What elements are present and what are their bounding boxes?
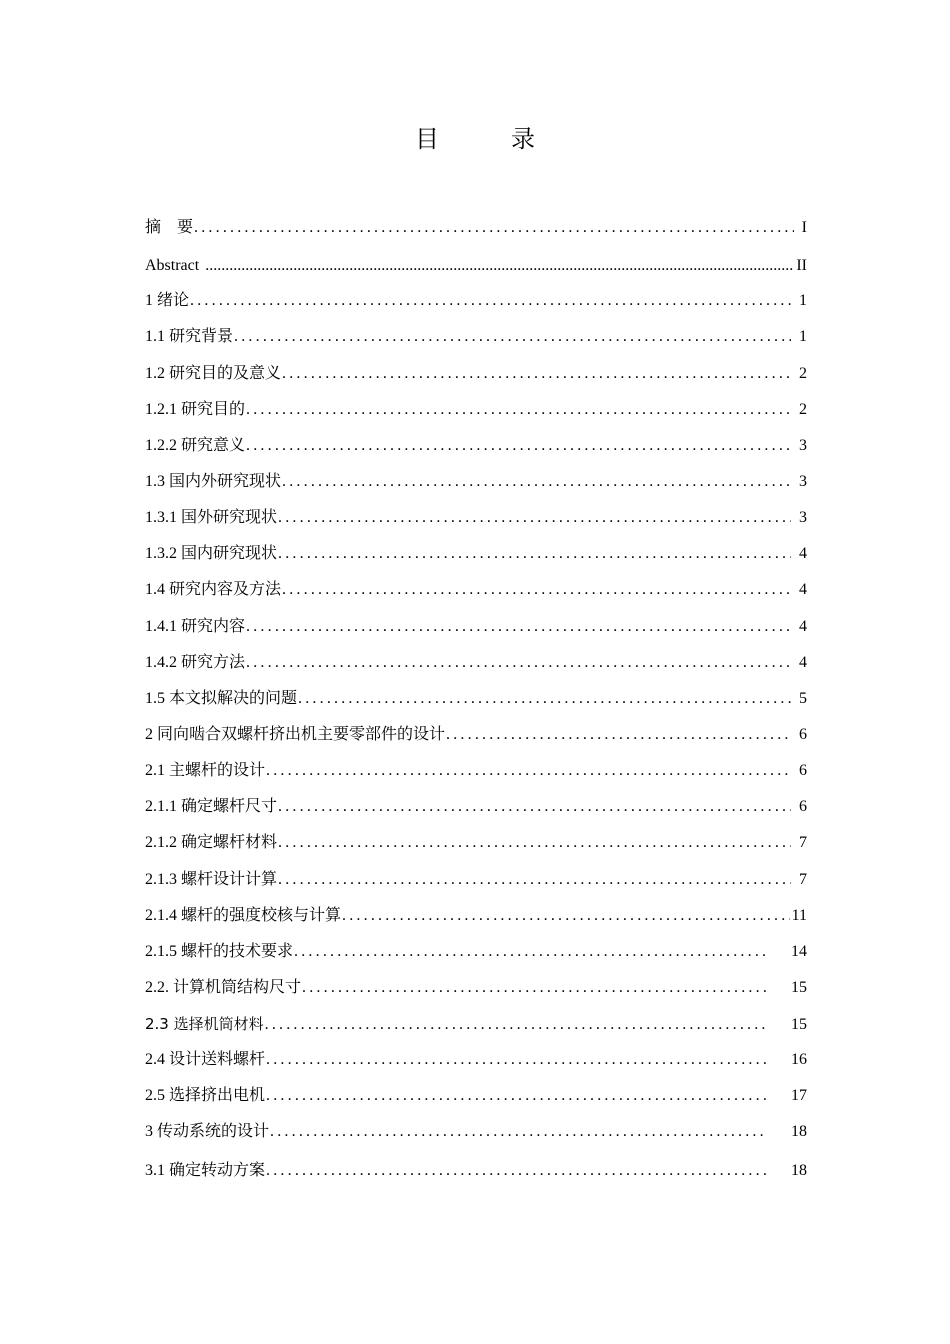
toc-entry-page: 3 (799, 509, 807, 526)
toc-entry-page: 1 (799, 292, 807, 309)
toc-entry-page: 7 (799, 871, 807, 888)
toc-entry[interactable] (145, 325, 807, 349)
toc-entry[interactable] (145, 904, 807, 928)
toc-leader-dots (266, 759, 791, 783)
toc-entry[interactable] (145, 976, 807, 1000)
toc-entry[interactable] (145, 651, 807, 675)
toc-leader-dots (270, 1120, 767, 1144)
toc-entry[interactable] (145, 1048, 807, 1072)
toc-entry[interactable] (145, 868, 807, 892)
toc-leader-dots (246, 398, 791, 422)
toc-entry-page: 2 (799, 365, 807, 382)
toc-entry-page: 5 (799, 690, 807, 707)
toc-leader-dots (246, 434, 791, 458)
toc-entry-page: 3 (799, 473, 807, 490)
toc-entry[interactable] (145, 940, 807, 964)
toc-entry[interactable] (145, 216, 807, 240)
toc-entry-page: 15 (791, 979, 807, 996)
toc-entry-label: 2.1.5 螺杆的技术要求 (145, 943, 294, 960)
toc-leader-dots (282, 362, 791, 386)
toc-entry-label: 1.3.2 国内研究现状 (145, 545, 278, 562)
toc-entry[interactable] (145, 506, 807, 530)
toc-leader-dots (265, 1013, 767, 1037)
toc-entry-label: Abstract (145, 257, 200, 274)
toc-entry-label: 2.1.4 螺杆的强度校核与计算 (145, 907, 342, 924)
toc-entry-label: 1.1 研究背景 (145, 328, 234, 345)
toc-entry-label: 3.1 确定转动方案 (145, 1162, 266, 1179)
toc-entry-page: II (796, 257, 807, 274)
toc-entry-page: 18 (791, 1123, 807, 1140)
toc-leader-dots (282, 470, 791, 494)
toc-entry[interactable] (145, 1084, 807, 1108)
toc-entry-page: 7 (799, 834, 807, 851)
toc-entry[interactable] (145, 723, 807, 747)
toc-entry-page: 6 (799, 762, 807, 779)
toc-entry-label: 2.1.2 确定螺杆材料 (145, 834, 278, 851)
toc-entry-page: 6 (799, 798, 807, 815)
toc-entry-page: 1 (799, 328, 807, 345)
toc-entry-page: 14 (791, 943, 807, 960)
toc-entry-page: 4 (799, 654, 807, 671)
toc-entry-page: 15 (791, 1016, 807, 1033)
toc-entry[interactable] (145, 687, 807, 711)
toc-leader-dots (282, 578, 791, 602)
toc-entry-page: 4 (799, 581, 807, 598)
toc-entry-label: 2 同向啮合双螺杆挤出机主要零部件的设计 (145, 726, 446, 743)
toc-entry[interactable] (145, 795, 807, 819)
toc-entry-label: 1.2 研究目的及意义 (145, 365, 282, 382)
toc-entry-label: 2.4 设计送料螺杆 (145, 1051, 266, 1068)
toc-entry-label: 1.4 研究内容及方法 (145, 581, 282, 598)
toc-entry-label: 2.1.3 螺杆设计计算 (145, 871, 278, 888)
toc-leader-dots (278, 506, 791, 530)
toc-entry-label: 1 绪论 (145, 292, 190, 309)
toc-entry-label: 2.2. 计算机筒结构尺寸 (145, 979, 302, 996)
toc-entry-label: 2.1.1 确定螺杆尺寸 (145, 798, 278, 815)
toc-leader-dots (278, 868, 791, 892)
toc-entry[interactable] (145, 615, 807, 639)
toc-entry-label: 1.5 本文拟解决的问题 (145, 690, 298, 707)
toc-leader-dots (278, 831, 791, 855)
toc-entry[interactable] (145, 254, 807, 278)
toc-entry-page: 2 (799, 401, 807, 418)
toc-entry[interactable] (145, 1012, 807, 1036)
toc-entry-label: 1.3 国内外研究现状 (145, 473, 282, 490)
toc-leader-dots (266, 1084, 767, 1108)
toc-entry[interactable] (145, 470, 807, 494)
toc-leader-dots (194, 216, 794, 240)
toc-leader-dots (266, 1159, 767, 1183)
toc-entry-page: 6 (799, 726, 807, 743)
toc-leader-dots (205, 254, 794, 278)
toc-leader-dots (246, 615, 791, 639)
page-title: 目 录 (415, 127, 559, 153)
toc-entry-label: 1.4.2 研究方法 (145, 654, 246, 671)
toc-entry[interactable] (145, 1120, 807, 1144)
toc-entry[interactable] (145, 759, 807, 783)
toc-leader-dots (294, 940, 767, 964)
toc-leader-dots (278, 795, 791, 819)
toc-leader-dots (190, 289, 791, 313)
toc-entry-page: 17 (791, 1087, 807, 1104)
toc-entry-label: 2.5 选择挤出电机 (145, 1087, 266, 1104)
toc-entry-label: 1.2.1 研究目的 (145, 401, 246, 418)
toc-entry[interactable] (145, 398, 807, 422)
toc-leader-dots (278, 542, 791, 566)
toc-entry-label: 2.3 选择机筒材料 (145, 1015, 264, 1033)
toc-leader-dots (298, 687, 791, 711)
toc-entry-label: 1.3.1 国外研究现状 (145, 509, 278, 526)
toc-entry[interactable] (145, 578, 807, 602)
toc-leader-dots (246, 651, 791, 675)
toc-entry-page: I (801, 219, 807, 236)
toc-entry[interactable] (145, 831, 807, 855)
toc-entry-label: 1.4.1 研究内容 (145, 618, 246, 635)
toc-entry[interactable] (145, 1159, 807, 1183)
toc-entry-label: 2.1 主螺杆的设计 (145, 762, 266, 779)
toc-entry-label: 摘 要 (145, 219, 194, 236)
toc-leader-dots (266, 1048, 767, 1072)
toc-entry[interactable] (145, 289, 807, 313)
toc-entry-page: 4 (799, 545, 807, 562)
toc-entry-page: 16 (791, 1051, 807, 1068)
toc-entry[interactable] (145, 362, 807, 386)
toc-entry[interactable] (145, 542, 807, 566)
toc-entry-label: 3 传动系统的设计 (145, 1123, 270, 1140)
toc-entry-page: 11 (791, 907, 807, 924)
toc-entry[interactable] (145, 434, 807, 458)
toc-leader-dots (302, 976, 767, 1000)
toc-entry-page: 4 (799, 618, 807, 635)
toc-entry-page: 18 (791, 1162, 807, 1179)
toc-leader-dots (446, 723, 791, 747)
toc-leader-dots (234, 325, 791, 349)
toc-entry-label: 1.2.2 研究意义 (145, 437, 246, 454)
toc-entry-page: 3 (799, 437, 807, 454)
toc-leader-dots (342, 904, 790, 928)
